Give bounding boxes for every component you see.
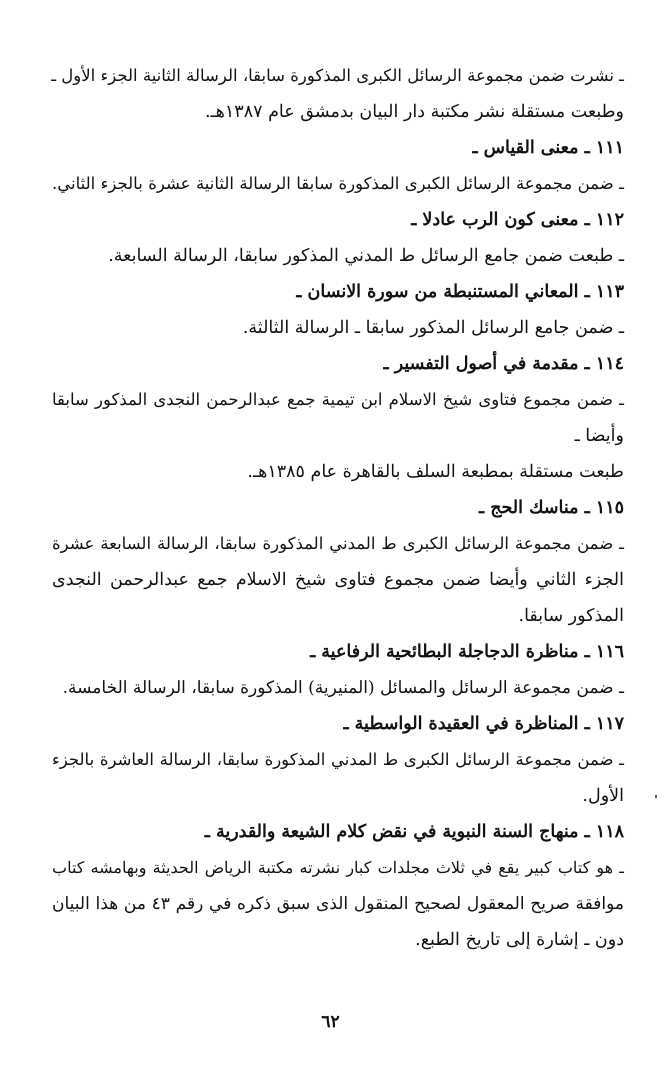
text-line: وأيضا ـ — [574, 426, 624, 446]
entry-heading-113: ١١٣ ـ المعاني المستنبطة من سورة الانسان ـ — [296, 282, 624, 302]
text-line: موافقة صريح المعقول لصحيح المنقول الذى سبق ذكره في رقم ٤٣ من هذا البيان — [52, 894, 624, 914]
entry-heading-117: ١١٧ ـ المناظرة في العقيدة الواسطية ـ — [343, 714, 624, 734]
entry-heading-112: ١١٢ ـ معنى كون الرب عادلا ـ — [411, 210, 624, 230]
text-line: الجزء الثاني وأيضا ضمن مجموع فتاوى شيخ الاسلام جمع عبدالرحمن النجدى — [52, 570, 624, 590]
text-line: وطبعت مستقلة نشر مكتبة دار البيان بدمشق عام ١٣٨٧هـ. — [204, 102, 624, 122]
entry-heading-116: ١١٦ ـ مناظرة الدجاجلة البطائحية الرفاعية ـ — [310, 642, 624, 662]
text-line: دون ـ إشارة إلى تاريخ الطبع. — [415, 930, 624, 950]
entry-heading-118: ١١٨ ـ منهاج السنة النبوية في نقض كلام الشيعة والقدرية ـ — [204, 822, 624, 842]
text-line: الأول. — [582, 786, 624, 806]
text-line: ـ هو كتاب كبير يقع في ثلاث مجلدات كبار نشرته مكتبة الرياض الحديثة وبهامشه كتاب — [52, 858, 624, 877]
text-line: ـ ضمن مجموعة الرسائل الكبرى ط المدني المذكورة سابقا، الرسالة العاشرة بالجزء — [52, 750, 624, 769]
text-line: ـ نشرت ضمن مجموعة الرسائل الكبرى المذكورة سابقا، الرسالة الثانية الجزء الأول ـ — [51, 66, 624, 85]
text-line: ـ ضمن مجموعة الرسائل الكبرى ط المدني المذكورة سابقا، الرسالة السابعة عشرة — [52, 534, 624, 553]
entry-heading-111: ١١١ ـ معنى القياس ـ — [472, 138, 624, 158]
page-body — [52, 58, 624, 958]
page-number: ٦٢ — [321, 1012, 340, 1032]
text-line: ـ ضمن مجموعة الرسائل الكبرى المذكورة سابقا الرسالة الثانية عشرة بالجزء الثاني. — [52, 174, 624, 193]
text-line: ـ طبعت ضمن جامع الرسائل ط المدني المذكور سابقا، الرسالة السابعة. — [108, 246, 624, 266]
text-line: ـ ضمن جامع الرسائل المذكور سابقا ـ الرسالة الثالثة. — [242, 318, 624, 338]
text-line: ـ ضمن مجموعة الرسائل والمسائل (المنيرية) المذكورة سابقا، الرسالة الخامسة. — [62, 678, 624, 698]
entry-heading-114: ١١٤ ـ مقدمة في أصول التفسير ـ — [383, 354, 624, 374]
margin-mark — [655, 795, 657, 798]
text-line: ـ ضمن مجموع فتاوى شيخ الاسلام ابن تيمية جمع عبدالرحمن النجدى المذكور سابقا — [52, 390, 624, 409]
text-line: طبعت مستقلة بمطبعة السلف بالقاهرة عام ١٣٨٥هـ. — [247, 462, 624, 482]
text-line: المذكور سابقا. — [518, 606, 624, 626]
entry-heading-115: ١١٥ ـ مناسك الحج ـ — [478, 498, 624, 518]
